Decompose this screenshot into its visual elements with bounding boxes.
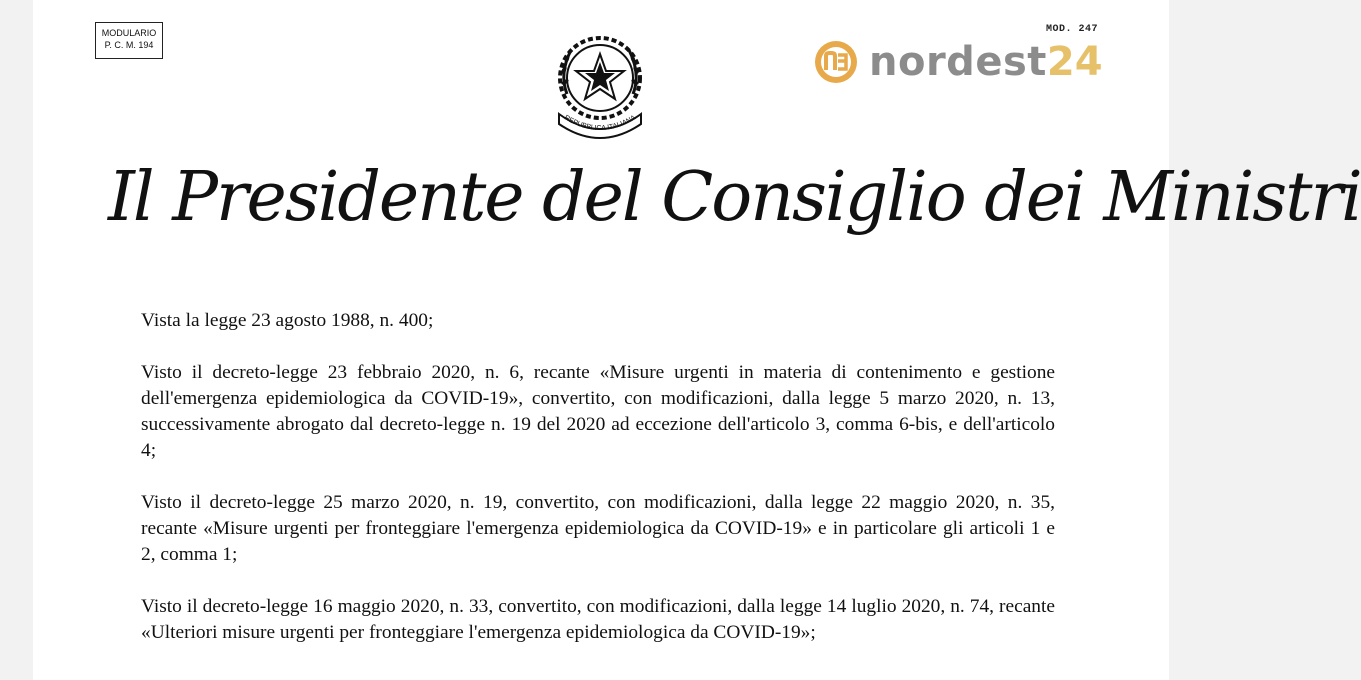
paragraph-1: Vista la legge 23 agosto 1988, n. 400; xyxy=(141,310,434,331)
stamp-line-1: MODULARIO xyxy=(101,28,157,38)
stamp-line-2: P. C. M. 194 xyxy=(104,40,154,50)
emblem-icon xyxy=(549,34,651,146)
modulario-stamp xyxy=(95,22,163,59)
brand-logo xyxy=(813,38,1103,86)
emblem-caption: REPUBBLICA ITALIANA xyxy=(562,114,638,133)
document-page xyxy=(33,0,1361,680)
paragraph-3: Visto il decreto-legge 25 marzo 2020, n. 19, convertito, con modificazioni, dalla legge 22 maggio 2020, n. 35, recante «Misure urgenti per fronteggiare l'emergenza epidemiologica da COVID-19» e in particolare gli articoli 1 e 2, comma 1; xyxy=(141,492,1055,565)
paragraph-2: Visto il decreto-legge 23 febbraio 2020, n. 6, recante «Misure urgenti in materia di contenimento e gestione dell'emergenza epidemiologica da COVID-19», convertito, con modificazioni, dalla legge 5 marzo 2020, n. 13, successivamente abrogato dal decreto-legge n. 19 del 2020 ad eccezione dell'articolo 3, comma 6-bis, e dell'articolo 4; xyxy=(141,362,1055,461)
ne-logo-icon xyxy=(813,39,859,85)
document-body xyxy=(141,308,1055,672)
brand-number: 24 xyxy=(1046,39,1103,85)
document-heading: Il Presidente del Consiglio dei Ministri xyxy=(108,158,1361,237)
form-code: MOD. 247 xyxy=(1046,24,1099,35)
paragraph-4: Visto il decreto-legge 16 maggio 2020, n. 33, convertito, con modificazioni, dalla legge 14 luglio 2020, n. 74, recante «Ulteriori misure urgenti per fronteggiare l'emergenza epidemiologica da COVID-19»; xyxy=(141,596,1055,643)
brand-name: nordest xyxy=(869,39,1047,85)
